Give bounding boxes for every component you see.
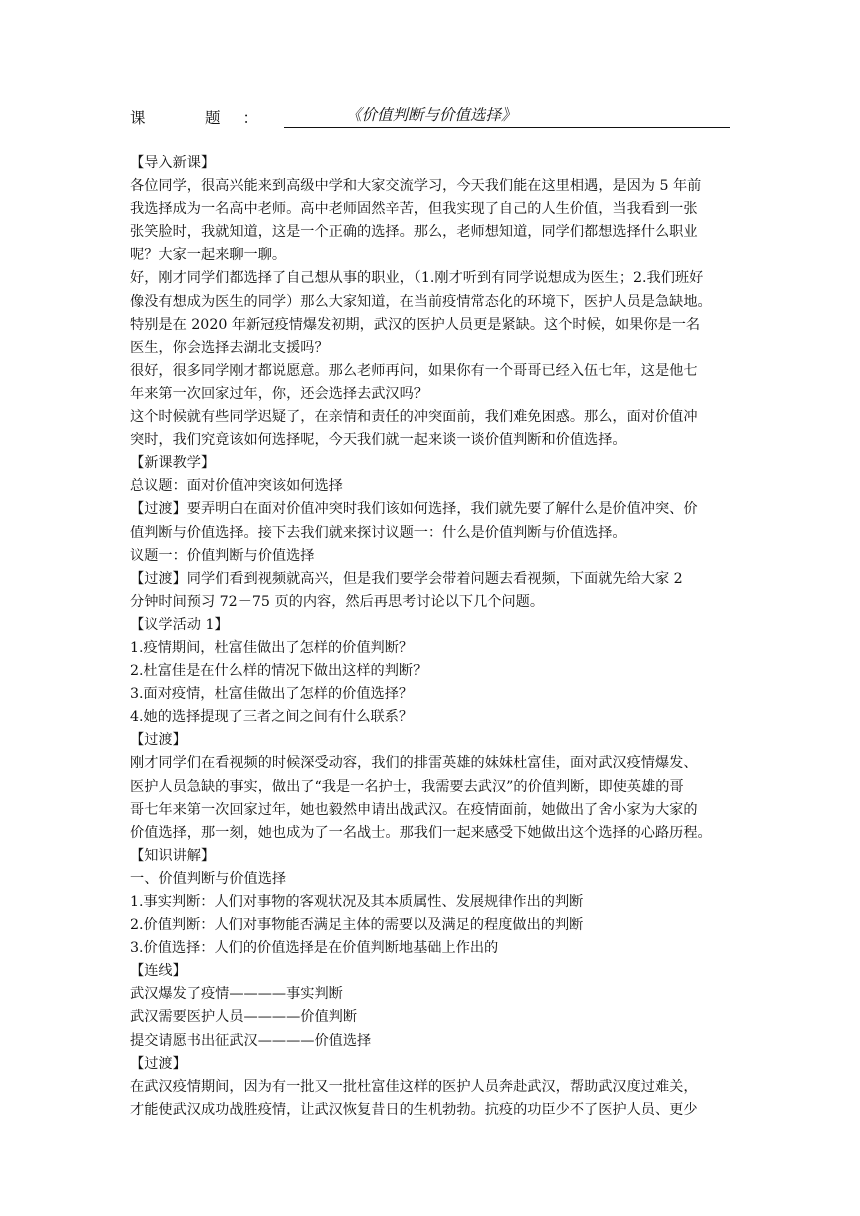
text-line: 张笑脸时，我就知道，这是一个正确的选择。那么，老师想知道，同学们都想选择什么职业 bbox=[130, 224, 698, 241]
text-line: 3.面对疫情，杜富佳做出了怎样的价值选择？ bbox=[130, 686, 414, 703]
text-line: 一、价值判断与价值选择 bbox=[130, 870, 287, 887]
text-line: 【连线】 bbox=[130, 963, 187, 980]
text-line: 提交请愿书出征武汉————价值选择 bbox=[130, 1032, 372, 1049]
lesson-title-row bbox=[130, 100, 730, 128]
text-line: 【过渡】要弄明白在面对价值冲突时我们该如何选择，我们就先要了解什么是价值冲突、价 bbox=[130, 501, 698, 518]
text-line: 好，刚才同学们都选择了自己想从事的职业，（1.刚才听到有同学说想成为医生；2.我们班好 bbox=[130, 270, 704, 287]
text-line: 议题一：价值判断与价值选择 bbox=[130, 547, 315, 564]
text-line: 总议题：面对价值冲突该如何选择 bbox=[130, 478, 343, 495]
text-line: 才能使武汉成功战胜疫情，让武汉恢复昔日的生机勃勃。抗疫的功臣少不了医护人员、更少 bbox=[130, 1101, 698, 1118]
text-line: 【过渡】同学们看到视频就高兴，但是我们要学会带着问题去看视频，下面就先给大家 2 bbox=[130, 570, 683, 587]
text-line: 4.她的选择提现了三者之间之间有什么联系？ bbox=[130, 709, 414, 726]
text-line: 【议学活动 1】 bbox=[130, 616, 229, 633]
text-line: 各位同学，很高兴能来到高级中学和大家交流学习，今天我们能在这里相遇，是因为 5 年前 bbox=[130, 178, 702, 195]
text-line: 呢？大家一起来聊一聊。 bbox=[130, 247, 287, 264]
text-line: 值判断与价值选择。接下去我们就来探讨议题一：什么是价值判断与价值选择。 bbox=[130, 524, 627, 541]
text-line: 2.价值判断：人们对事物能否满足主体的需要以及满足的程度做出的判断 bbox=[130, 917, 584, 934]
text-line: 价值选择，那一刻，她也成为了一名战士。那我们一起来感受下她做出这个选择的心路历程。 bbox=[130, 824, 712, 841]
text-line: 在武汉疫情期间，因为有一批又一批杜富佳这样的医护人员奔赴武汉，帮助武汉度过难关， bbox=[130, 1078, 698, 1095]
title-underline bbox=[284, 105, 730, 128]
text-line: 1.事实判断：人们对事物的客观状况及其本质属性、发展规律作出的判断 bbox=[130, 894, 584, 910]
text-line: 1.疫情期间，杜富佳做出了怎样的价值判断？ bbox=[130, 639, 414, 656]
text-line: 刚才同学们在看视频的时候深受动容，我们的排雷英雄的妹妹杜富佳，面对武汉疫情爆发、 bbox=[130, 755, 698, 772]
text-line: 医护人员急缺的事实，做出了“我是一名护士，我需要去武汉”的价值判断，即使英雄的哥 bbox=[130, 778, 684, 795]
text-line: 很好，很多同学刚才都说愿意。那么老师再问，如果你有一个哥哥已经入伍七年，这是他七 bbox=[130, 362, 698, 379]
document-body bbox=[130, 152, 730, 1122]
text-line: 3.价值选择：人们的价值选择是在价值判断地基础上作出的 bbox=[130, 940, 499, 957]
text-line: 这个时候就有些同学迟疑了，在亲情和责任的冲突面前，我们难免困惑。那么，面对价值冲 bbox=[130, 409, 698, 426]
text-line: 像没有想成为医生的同学）那么大家知道，在当前疫情常态化的环境下，医护人员是急缺地。 bbox=[130, 293, 712, 310]
text-line: 我选择成为一名高中老师。高中老师固然辛苦，但我实现了自己的人生价值，当我看到一张 bbox=[130, 201, 698, 218]
text-line: 【过渡】 bbox=[130, 732, 187, 749]
text-line: 2.杜富佳是在什么样的情况下做出这样的判断？ bbox=[130, 663, 428, 680]
text-line: 武汉需要医护人员————价值判断 bbox=[130, 1009, 358, 1026]
text-line: 年来第一次回家过年，你，还会选择去武汉吗？ bbox=[130, 385, 428, 402]
text-line: 【过渡】 bbox=[130, 1055, 187, 1072]
text-line: 特别是在 2020 年新冠疫情爆发初期，武汉的医护人员更是紧缺。这个时候，如果你是一名 bbox=[130, 316, 701, 333]
text-line: 【新课教学】 bbox=[130, 455, 216, 472]
lesson-title-label: 课 题： bbox=[130, 109, 281, 127]
text-line: 医生，你会选择去湖北支援吗？ bbox=[130, 339, 329, 356]
text-line: 突时，我们究竟该如何选择呢，今天我们就一起来谈一谈价值判断和价值选择。 bbox=[130, 432, 627, 449]
text-line: 【知识讲解】 bbox=[130, 847, 216, 864]
text-line: 分钟时间预习 72－75 页的内容，然后再思考讨论以下几个问题。 bbox=[130, 593, 545, 610]
text-line: 哥七年来第一次回家过年，她也毅然申请出战武汉。在疫情面前，她做出了舍小家为大家的 bbox=[130, 801, 698, 818]
lesson-title: 《价值判断与价值选择》 bbox=[346, 106, 517, 124]
text-line: 【导入新课】 bbox=[130, 155, 216, 171]
document-page bbox=[130, 100, 730, 1122]
text-line: 武汉爆发了疫情————事实判断 bbox=[130, 986, 343, 1003]
